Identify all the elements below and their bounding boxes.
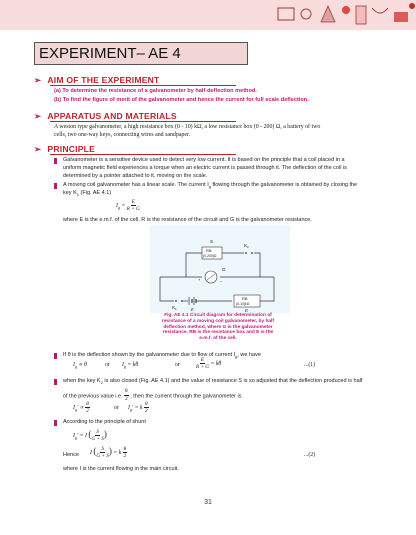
shunt-label: S [210,239,214,244]
k2-closed-line-2: of the previous value i.e. $\frac{\theta}{2}$ , then the current through the galvanometer is [63,388,242,403]
key-k1 [175,300,177,302]
apparatus-line-2: cells, two one-way keys, connecting wires and sandpaper. [54,132,191,138]
apparatus-line-1: A weston type galvanometer, a high resistance box (0 - 10) kΩ, a low resistance box (0 - 200) Ω, a battery of two [54,124,321,130]
r-label: R [245,308,248,313]
or-text-3: or [114,405,119,411]
hence-label: Hence [63,452,79,458]
or-text-1: or [105,362,110,368]
ig-k-theta: $I_g = k\theta$ [122,362,139,370]
principle-line-3: determined by a pointer attached to it, moving on the scale. [63,173,208,179]
k2-label: $K_2$ [244,243,249,249]
aim-underline [50,85,236,86]
hence-formula: I ( $\frac{S}{G + S}$ ) = k $\frac{\theta}{2}$ [90,446,127,460]
page-number: 31 [204,499,212,506]
equation-ig: $I_g$ = $\frac{E}{R + G}$ [116,199,140,212]
principle-heading: ➢ PRINCIPLE [34,144,96,154]
equation-number-2: ...(2) [304,452,316,458]
header-banner [0,0,416,30]
proportional-formula: $I_g \propto \theta$ [73,362,87,370]
bullet-marker [54,420,57,426]
where-line-2: where I is the current flowing in the main circuit. [63,466,179,472]
rb2-range: (0-10)kΩ [236,302,250,306]
k2-closed-line-1: when the key $K_2$ is also closed (Fig. AE 4.1) and the value of resistance S is so adjusted that the deflection produced is half [63,378,363,386]
figure-caption: Fig. AE 4.1 Circuit diagram for determination of resistance of a moving coil galvanometer, by half deflection method, where G is the galvanometer resistance, RB is the resistance box and E is the e.m.f. of the cell. [162,313,274,342]
rb2-label: RB [242,296,248,301]
rb1-label: RB [206,248,212,253]
plus-sign: + [198,277,201,282]
shunt-principle-line: According to the principle of shunt [63,419,146,425]
e-over-rg: $\frac{E}{R + G}$ = kθ [196,357,222,370]
rb1-range: (0-200)Ω [203,254,217,258]
principle-underline [50,154,236,155]
bullet-marker [54,158,57,164]
circuit-background [150,225,290,313]
principle-line-1: Galvanometer is a sensitive device used to detect very low current. It is based on the principle that a coil placed in a [63,157,345,163]
aim-item-a: (a) To determine the resistance of a galvanometer by half-deflection method. [54,88,257,94]
where-line-1: where E is the e.m.f. of the cell, R is the resistance of the circuit and G is the galvanometer resistance. [63,217,312,223]
aim-item-b: (b) To find the figure of merit of the galvanometer and hence the current for full scale deflection. [54,97,309,103]
arrow-icon: ➢ [34,111,42,121]
bullet-marker [54,183,57,189]
e-label: E [191,307,194,312]
apparatus-underline [50,121,236,122]
g-label: G [222,267,226,272]
key-k2 [245,252,247,254]
k1-label: $K_1$ [172,305,177,311]
shunt-formula: $I_g' = I$ ( $\frac{S}{G + S}$ ) [73,429,107,443]
science-doodles-icon [266,0,416,30]
apparatus-heading: ➢ APPARATUS AND MATERIALS [34,111,177,121]
aim-heading: ➢ AIM OF THE EXPERIMENT [34,75,160,85]
circuit-diagram [150,225,290,313]
or-text-2: or [175,362,180,368]
bullet-marker [54,353,57,359]
equation-number-1: ...(1) [304,362,316,368]
bullet-marker [54,379,57,385]
arrow-icon: ➢ [34,144,42,154]
half-deflection-formula: $I_g'$ ∝ $\frac{\theta}{2}$ [73,401,89,414]
experiment-title: EXPERIMENT– AE 4 [34,42,248,65]
half-k-theta-formula: $I_g' = k$ $\frac{\theta}{2}$ [128,401,148,414]
arrow-icon: ➢ [34,75,42,85]
principle-p2-line-2: key $K_1$ (Fig. AE 4.1) [63,190,112,198]
principle-line-2: uniform magnetic field experiences a torque when an electric current is passed through it. The deflection of the coil is [63,165,347,171]
principle-p2-line-1: A moving coil galvanometer has a linear scale. The current $I_g$ flowing through the galvanometer is obtained by closing the [63,182,358,190]
deflection-line: If θ is the deflection shown by the galvanometer due to flow of current $I_g$, we have [63,352,261,360]
minus-sign: – [220,278,223,283]
